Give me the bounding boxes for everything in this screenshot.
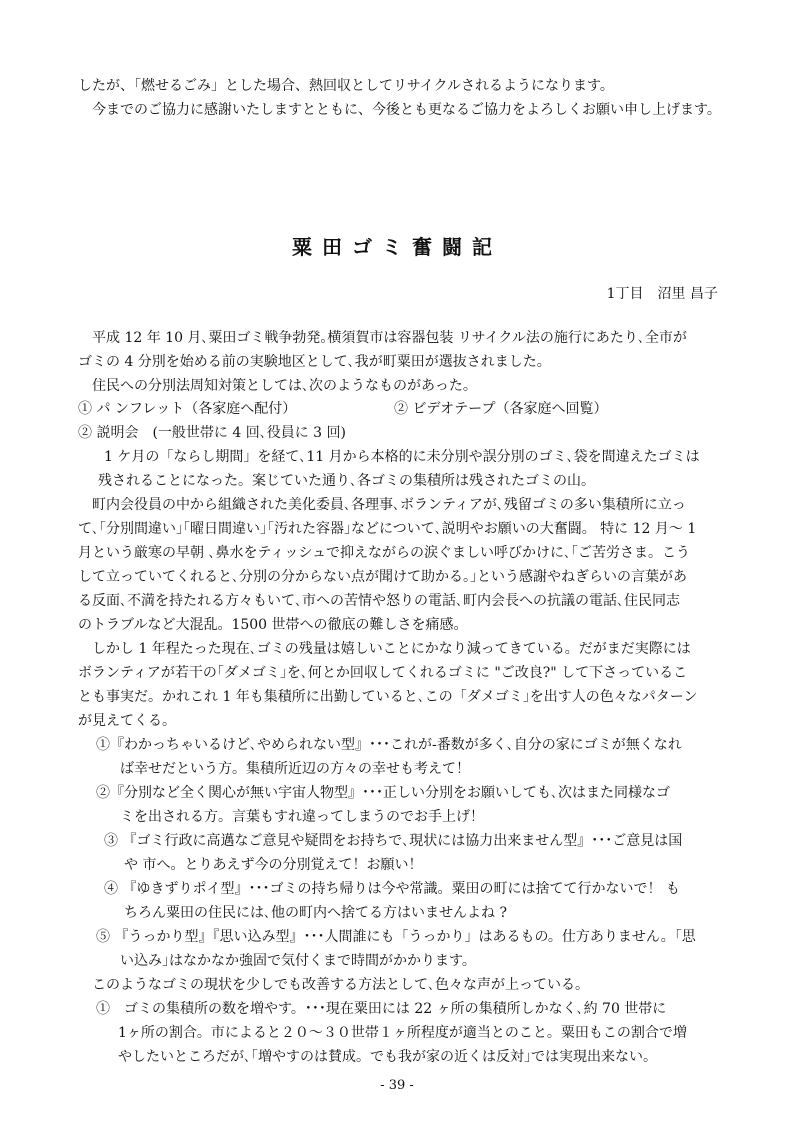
text-line: る反面､不満を持たれる方々もいて､市への苦情や怒りの電話､町内会長への抗議の電話､住民同志 (78, 593, 680, 609)
text-line: 1 ケ月の「ならし期間」を経て､11 月から本格的に未分別や誤分別のゴミ､袋を間違えたゴミは (104, 449, 700, 465)
measure-item: ① パ ンフレット（各家庭へ配付） (78, 401, 297, 417)
text-line: して立っていてくれると､分別の分からない点が聞けて助かる。｣という感謝やねぎらいの言葉があ (78, 569, 687, 585)
text-line: のトラブルなど大混乱。1500 世帯への徹底の難しさを痛感。 (78, 617, 468, 633)
measure-item: ② 説明会 (一般世帯に 4 回､役員に 3 回) (78, 425, 346, 441)
type-item-line: ①『わかっちゃいるけど､やめられない型』･･･これが-番数が多く､自分の家にゴミが無くなれ (96, 737, 682, 753)
type-item-line: い込み｣はなかなか強固で気付くまで時間がかかります。 (120, 953, 476, 969)
text-line: ボランティアが若干の｢ダメゴミ｣を､何とか回収してくれるゴミに "ご改良?" して下さっているこ (78, 665, 688, 681)
measure-item: ② ビデオテープ（各家庭へ回覧） (394, 401, 608, 417)
intro-line: したが、「燃せるごみ」とした場合、熱回収としてリサイクルされるようになります。 (78, 78, 614, 94)
text-line: が見えてくる。 (78, 713, 176, 729)
article-title: 粟田ゴミ奮闘記 (292, 235, 502, 259)
text-line: 町内会役員の中から組織された美化委員､各理事､ボランティアが､残留ゴミの多い集積所に立っ (92, 497, 686, 513)
text-line: 月という厳寒の早朝 ､鼻水をティッシュで抑えながらの涙ぐましい呼びかけに､｢ご苦労さま。こう (78, 545, 691, 561)
type-item-line: ミを出される方。言葉もすれ違ってしまうのでお手上げ！ (120, 809, 484, 825)
text-line: て､｢分別間違い｣｢曜日間違い｣｢汚れた容器｣などについて､説明やお願いの大奮闘。 特に 12 月～ 1 (78, 521, 697, 537)
paragraph-5: このようなゴミの現状を少しでも改善する方法として､色々な声が上っている。 (92, 977, 589, 993)
text-line: とも事実だ。かれこれ 1 年も集積所に出勤していると､この「ダメゴミ｣を出す人の色々なパターン (78, 689, 698, 705)
type-item-line: ば幸せだという方。集積所近辺の方々の幸せも考えて！ (120, 761, 470, 777)
proposal-line: ① ゴミの集積所の数を増やす。･･･現在粟田には 22 ヶ所の集積所しかなく､約 70 世帯に (96, 1001, 667, 1017)
text-line: 住民への分別法周知対策としては､次のようなものがあった。 (92, 378, 477, 394)
text-line: 平成 12 年 10 月､粟田ゴミ戦争勃発｡横須賀市は容器包装 リサイクル法の施行にあたり､全市が (92, 330, 687, 346)
type-item-line: ちろん粟田の住民には､他の町内へ捨てる方はいませんよね ? (124, 905, 507, 921)
proposal-line: やしたいところだが､｢増やすのは賛成。でも我が家の近くは反対｣では実現出来ない。 (118, 1049, 657, 1065)
text-line: しかし 1 年程たった現在､ゴミの残量は嬉しいことにかなり減ってきている。だがまだ実際には (92, 641, 691, 657)
article-author: 1丁目 沼里 昌子 (606, 286, 718, 302)
type-item-line: ⑤ 『うっかり型』『思い込み型』･･･人間誰にも「うっかり」はあるもの。仕方ありません。｢思 (96, 929, 696, 945)
type-item-line: ③ 『ゴミ行政に高邁なご意見や疑問をお持ちで､現状には協力出来ません型』･･･ご意見は国 (104, 833, 683, 849)
type-item-line: や 市へ。とりあえず今の分別覚えて！お願い！ (124, 857, 423, 873)
proposal-line: 1ヶ所の割合。市によると２０～３０世帯１ヶ所程度が適当とのこと。粟田もこの割合で増 (118, 1025, 687, 1041)
type-item-line: ②『分別など全く関心が無い宇宙人物型』･･･正しい分別をお願いしても､次はまた同様なゴ (96, 785, 670, 801)
page-number: - 39 - (380, 1078, 414, 1093)
text-line: 残されることになった。案じていた通り､各ゴミの集積所は残されたゴミの山。 (98, 473, 595, 489)
text-line: ゴミの 4 分別を始める前の実験地区として､我が町粟田が選抜されました。 (78, 354, 551, 370)
intro-line: 今までのご協力に感謝いたしますとともに、今後とも更なるご協力をよろしくお願い申し上げます。 (92, 102, 721, 118)
type-item-line: ④ 『ゆきずりポイ型』･･･ゴミの持ち帰りは今や常識。粟田の町には捨てて行かないで！ も (104, 881, 680, 897)
